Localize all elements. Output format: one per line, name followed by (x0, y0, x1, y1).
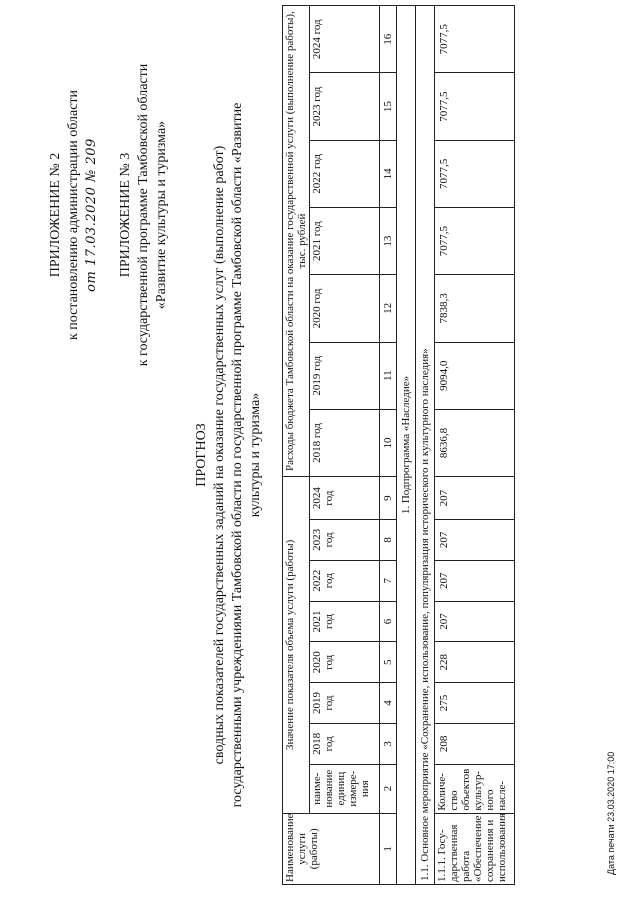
index-cell: 12 (380, 275, 397, 342)
header-year-vol: 2022 год (310, 560, 380, 601)
forecast-table (282, 5, 515, 885)
header-year-vol: 2019 год (310, 683, 380, 724)
index-cell: 1 (380, 813, 397, 884)
row-expense: 7077,5 (435, 73, 515, 140)
header-year-exp: 2018 год (310, 409, 380, 476)
appendix3-line1: к государственной программе Тамбовской области (136, 63, 151, 367)
row-unit: Количе-ство объектов культур-ного насле- (435, 764, 515, 813)
header-year-vol: 2018 год (310, 723, 380, 764)
appendix3-line2: «Развитие культуры и туризма» (154, 120, 169, 310)
row-volume: 275 (435, 683, 515, 724)
header-year-vol: 2020 год (310, 642, 380, 683)
forecast-line3: культуры и туризма» (248, 392, 263, 518)
row-expense: 9094,0 (435, 342, 515, 409)
header-indicator-group: Значение показателя объема услуги (работы) (283, 477, 310, 814)
row-volume: 207 (435, 601, 515, 642)
row-volume: 228 (435, 642, 515, 683)
row-volume: 207 (435, 560, 515, 601)
index-cell: 2 (380, 764, 397, 813)
index-cell: 9 (380, 477, 397, 520)
appendix2-date-signature: от 17.03.2020 № 209 (84, 138, 99, 292)
index-cell: 11 (380, 342, 397, 409)
index-cell: 5 (380, 642, 397, 683)
index-cell: 16 (380, 6, 397, 73)
row-volume: 208 (435, 723, 515, 764)
header-year-exp: 2024 год (310, 6, 380, 73)
header-year-exp: 2023 год (310, 73, 380, 140)
table-row (435, 6, 515, 885)
header-year-exp: 2020 год (310, 275, 380, 342)
row-service-name: 1.1.1. Госу-дарственная работа «Обеспечение сохранения и использования (435, 813, 515, 884)
index-cell: 13 (380, 208, 397, 275)
index-cell: 8 (380, 520, 397, 561)
index-cell: 4 (380, 683, 397, 724)
row-expense: 7077,5 (435, 208, 515, 275)
row-expense: 7077,5 (435, 6, 515, 73)
measure-row: 1.1. Основное мероприятие «Сохранение, использование, популяризация исторического и культурного наследия» (416, 6, 435, 885)
index-cell: 10 (380, 409, 397, 476)
header-year-vol: 2021 год (310, 601, 380, 642)
row-expense: 7838,3 (435, 275, 515, 342)
appendix2-line: к постановлению администрации области (66, 89, 81, 341)
appendix3-title: ПРИЛОЖЕНИЕ № 3 (118, 152, 133, 278)
row-expense: 7077,5 (435, 140, 515, 207)
header-service: Наименование услуги (работы) (283, 813, 380, 884)
subprogram-row: 1. Подпрограмма «Наследие» (397, 6, 416, 885)
print-date: Дата печати 23.03.2020 17:00 (606, 751, 616, 875)
header-unit: наиме-нование единиц измере-ния (310, 764, 380, 813)
index-cell: 3 (380, 723, 397, 764)
row-expense: 8636,8 (435, 409, 515, 476)
header-year-vol: 2023 год (310, 520, 380, 561)
header-year-exp: 2019 год (310, 342, 380, 409)
header-year-vol: 2024 год (310, 477, 380, 520)
index-cell: 6 (380, 601, 397, 642)
row-volume: 207 (435, 520, 515, 561)
header-year-exp: 2021 год (310, 208, 380, 275)
header-year-exp: 2022 год (310, 140, 380, 207)
index-cell: 15 (380, 73, 397, 140)
header-expenses-group: Расходы бюджета Тамбовской области на оказание государственной услуги (выполнение работы), тыс. рублей (283, 6, 310, 477)
forecast-title: ПРОГНОЗ (194, 423, 209, 487)
forecast-line1: сводных показателей государственных заданий на оказание государственных услуг (выполнение работ) (212, 145, 227, 765)
index-cell: 7 (380, 560, 397, 601)
row-volume: 207 (435, 477, 515, 520)
appendix2-title: ПРИЛОЖЕНИЕ № 2 (48, 152, 63, 278)
index-cell: 14 (380, 140, 397, 207)
forecast-line2: государственными учреждениями Тамбовской области по государственной программе Тамбовской области «Развитие (230, 102, 245, 808)
